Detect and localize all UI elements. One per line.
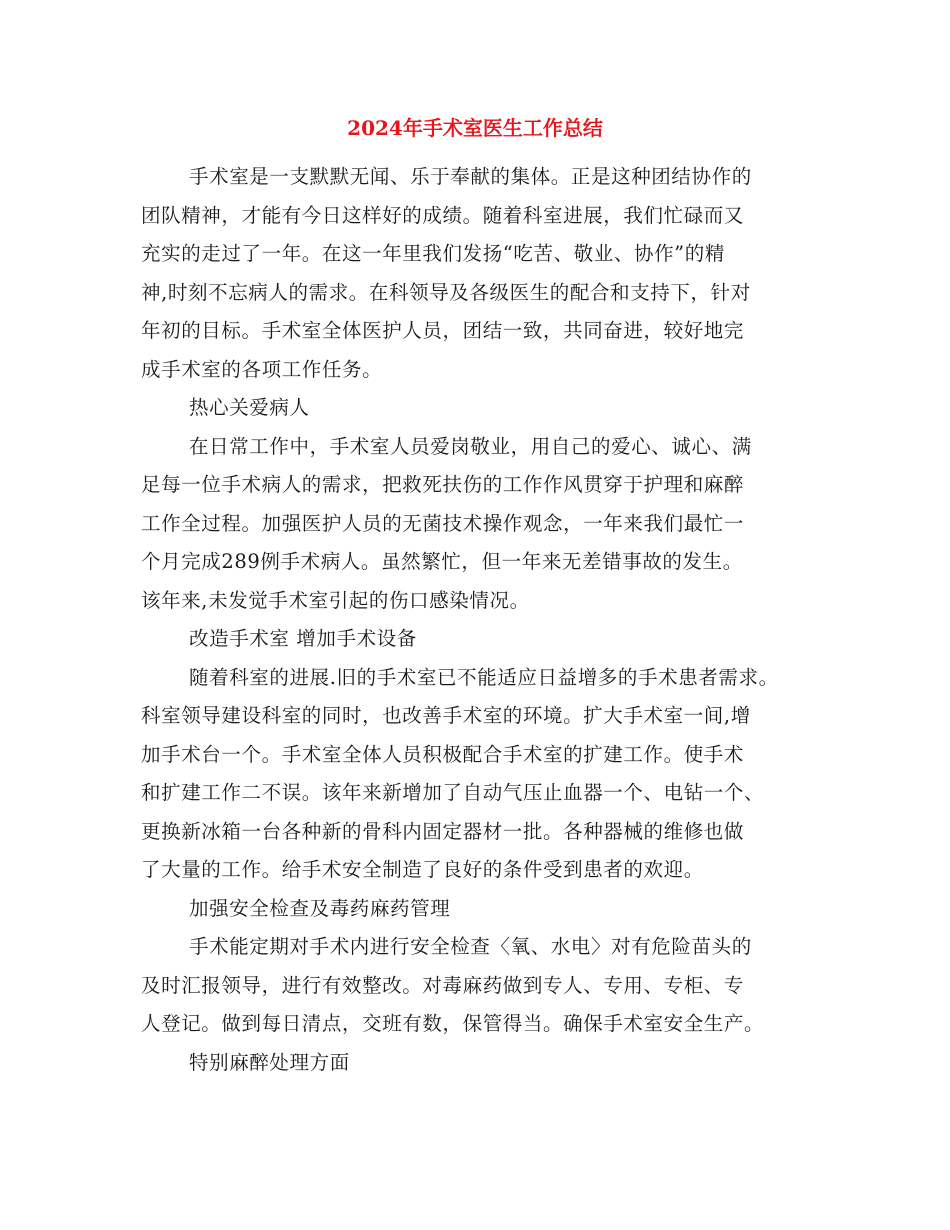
text-line: 特别麻醉处理方面 xyxy=(189,1050,350,1074)
text-line: 随着科室的进展.旧的手术室已不能适应日益增多的手术患者需求。 xyxy=(189,665,779,689)
text-line: 科室领导建设科室的同时，也改善手术室的环境。扩大手术室一间,增 xyxy=(141,704,751,727)
text-line: 手术能定期对手术内进行安全检查〈氧、水电〉对有危险苗头的 xyxy=(189,935,752,958)
text-line: 团队精神，才能有今日这样好的成绩。随着科室进展，我们忙碌而又 xyxy=(141,203,745,227)
text-line: 手术室是一支默默无闻、乐于奉献的集体。正是这种团结协作的 xyxy=(189,165,752,188)
text-line: 个月完成289例手术病人。虽然繁忙，但一年来无差错事故的发生。 xyxy=(141,550,743,573)
text-line: 神,时刻不忘病人的需求。在科领导及各级医生的配合和支持下，针对 xyxy=(141,280,751,304)
document-body xyxy=(141,158,831,1082)
text-line: 年初的目标。手术室全体医护人员，团结一致，共同奋进，较好地完 xyxy=(141,319,745,342)
text-line: 在日常工作中，手术室人员爱岗敬业，用自己的爱心、诚心、满 xyxy=(189,434,752,458)
text-line: 了大量的工作。给手术安全制造了良好的条件受到患者的欢迎。 xyxy=(141,858,704,881)
text-line: 热心关爱病人 xyxy=(189,396,310,419)
text-line: 和扩建工作二不误。该年来新增加了自动气压止血器一个、电钻一个、 xyxy=(141,781,765,804)
text-line: 改造手术室 增加手术设备 xyxy=(189,627,417,650)
text-line: 成手术室的各项工作任务。 xyxy=(141,357,383,381)
document-title: 2024年手术室医生工作总结 xyxy=(347,116,603,140)
text-line: 足每一位手术病人的需求，把救死扶伤的工作作风贯穿于护理和麻醉 xyxy=(141,473,745,496)
text-line: 加强安全检查及毒药麻药管理 xyxy=(189,896,451,920)
text-line: 工作全过程。加强医护人员的无菌技术操作观念，一年来我们最忙一 xyxy=(141,511,745,535)
text-line: 充实的走过了一年。在这一年里我们发扬“吃苦、敬业、协作”的精 xyxy=(141,242,725,265)
text-line: 更换新冰箱一台各种新的骨科内固定器材一批。各种器械的维修也做 xyxy=(141,819,745,843)
text-line: 加手术台一个。手术室全体人员积极配合手术室的扩建工作。使手术 xyxy=(141,742,745,766)
text-line: 该年来,未发觉手术室引起的伤口感染情况。 xyxy=(141,588,530,612)
text-line: 及时汇报领导，进行有效整改。对毒麻药做到专人、专用、专柜、专 xyxy=(141,973,745,997)
text-line: 人登记。做到每日清点，交班有数，保管得当。确保手术室安全生产。 xyxy=(141,1012,765,1035)
